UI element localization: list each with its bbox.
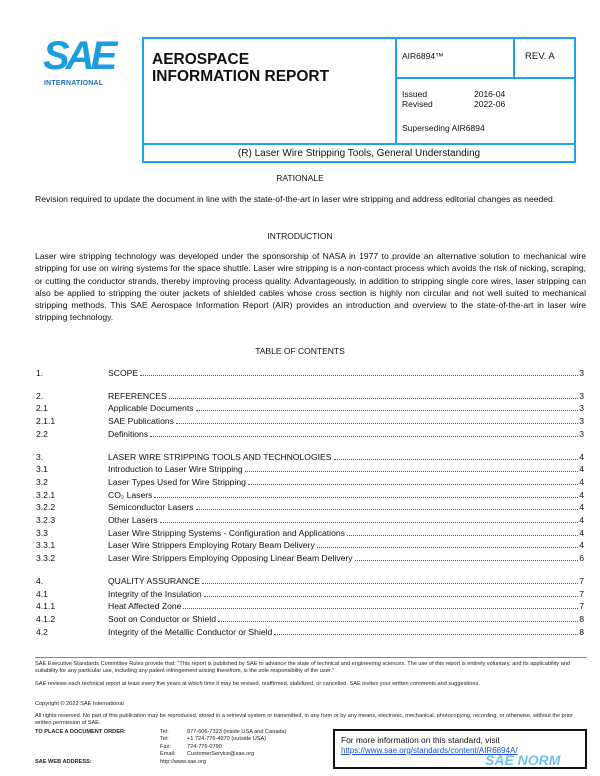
contact-label: Email: — [160, 751, 176, 758]
toc-title: Integrity of the Insulation — [108, 588, 202, 599]
toc-entry[interactable] — [36, 613, 584, 625]
toc-page: 3 — [579, 428, 584, 439]
rationale-text: Revision required to update the document in line with the state-of-the-art in laser wire stripping and address editorial changes as needed. — [35, 194, 556, 204]
toc-page: 4 — [579, 515, 584, 525]
toc-entry[interactable] — [36, 626, 584, 638]
toc-title: Soot on Conductor or Shield — [108, 613, 216, 624]
toc-page: 4 — [579, 451, 584, 462]
toc-title: Introduction to Laser Wire Stripping — [108, 464, 243, 475]
toc-number: 4. — [36, 575, 44, 586]
toc-entry[interactable] — [36, 415, 584, 427]
toc-number: 3.2.2 — [36, 502, 56, 513]
toc-entry[interactable] — [36, 539, 584, 551]
toc-leader-dots — [245, 463, 579, 472]
toc-title: SCOPE — [108, 368, 139, 378]
toc-leader-dots — [160, 514, 579, 523]
toc-leader-dots — [196, 402, 579, 411]
toc-entry[interactable] — [36, 451, 584, 463]
toc-title: Integrity of the Metallic Conductor or Shield — [108, 626, 273, 637]
toc-number: 3.1 — [36, 464, 48, 475]
toc-entry[interactable] — [36, 552, 584, 564]
toc-leader-dots — [355, 552, 579, 561]
toc-leader-dots — [274, 626, 578, 635]
toc-title: Laser Wire Strippers Employing Rotary Beam Delivery — [108, 540, 315, 551]
toc-number: 2.2 — [36, 428, 48, 439]
toc-title: Heat Affected Zone — [108, 601, 182, 612]
doc-type-line1: AEROSPACE — [152, 51, 250, 68]
toc-number: 2.1.1 — [36, 416, 56, 427]
toc-title: SAE Publications — [108, 416, 174, 427]
contact-label: Tel: — [160, 729, 169, 735]
toc-page: 8 — [579, 613, 584, 624]
toc-title: QUALITY ASSURANCE — [108, 575, 201, 586]
footer-divider — [35, 657, 587, 658]
toc-page: 7 — [579, 575, 584, 586]
contact-label: Tel: — [160, 736, 169, 743]
toc-title: Laser Types Used for Wire Stripping — [108, 476, 246, 487]
footer-rights: All rights reserved. No part of this publication may be reproduced, stored in a retrieval system or transmitted, in any form or by any means, electronic, mechanical, photocopying, recording, or otherwise, without the prior written permission of SAE. — [35, 713, 573, 727]
order-label: TO PLACE A DOCUMENT ORDER: — [35, 729, 126, 735]
info-text: For more information on this standard, visit — [341, 735, 500, 745]
toc-number: 1. — [36, 368, 44, 378]
logo-mark: SAE — [43, 34, 114, 78]
toc-leader-dots — [183, 600, 578, 609]
toc-page: 7 — [579, 588, 584, 599]
toc-page: 8 — [579, 626, 584, 637]
toc-number: 4.1.2 — [36, 613, 56, 624]
toc-page: 3 — [579, 403, 584, 414]
toc-page: 4 — [579, 540, 584, 551]
toc-entry[interactable] — [36, 463, 584, 475]
revision: REV. A — [515, 39, 574, 79]
toc-entry[interactable] — [36, 367, 584, 379]
toc-entry[interactable] — [36, 402, 584, 414]
introduction-text: Laser wire stripping technology was developed under the sponsorship of NASA in 1977 to provide an alternative solution to mechanical wire stripping for use on wiring systems for the space shuttle. Laser wire stripping is a non-contact process which avoids the risk of nicking, scraping, or cutting the conductor strands, thereby improving process quality. Advantageously, in addition to stripping single core wires, laser stripping can also be applied to stripping the outer jackets of shielded cables whose cross section is highly non circular and not well suited to mechanical stripping methods. This SAE Aerospace Information Report (AIR) provides an introduction and overview to the state-of-the-art in laser wire stripping technology. — [35, 251, 586, 323]
toc-leader-dots — [317, 539, 578, 548]
toc-page: 3 — [579, 390, 584, 401]
toc-leader-dots — [196, 501, 579, 510]
doc-type-line2: INFORMATION REPORT — [152, 68, 330, 85]
toc-heading: TABLE OF CONTENTS — [255, 346, 345, 356]
toc-page: 4 — [579, 476, 584, 487]
toc-number: 3.2.3 — [36, 515, 56, 525]
toc-leader-dots — [154, 489, 578, 498]
toc-entry[interactable] — [36, 600, 584, 612]
toc-page: 3 — [579, 416, 584, 427]
standard-link[interactable]: https://www.sae.org/standards/content/AIR6894A/ — [341, 746, 518, 755]
logo-subtext: INTERNATIONAL — [44, 80, 104, 87]
toc-title: CO₂ Lasers — [108, 489, 153, 500]
toc-page: 4 — [579, 489, 584, 500]
toc-entry[interactable] — [36, 527, 584, 539]
sae-logo — [40, 36, 120, 88]
toc-number: 3.2 — [36, 476, 48, 487]
toc-number: 3. — [36, 451, 44, 462]
rationale-heading: RATIONALE — [276, 173, 324, 183]
toc-number: 3.3.1 — [36, 540, 56, 551]
superseding: Superseding AIR6894 — [402, 123, 485, 133]
toc-leader-dots — [202, 575, 578, 584]
contact-value[interactable]: CustomerService@sae.org — [187, 751, 255, 758]
contact-value: +1 724-776-4970 (outside USA) — [187, 736, 267, 743]
toc-entry[interactable] — [36, 588, 584, 600]
toc-leader-dots — [150, 428, 578, 437]
toc-page: 6 — [579, 553, 584, 564]
toc-page: 4 — [579, 464, 584, 475]
revised-date: 2022-06 — [474, 99, 506, 109]
doc-title: (R) Laser Wire Stripping Tools, General Understanding — [144, 143, 574, 161]
document-header — [142, 37, 576, 163]
toc-number: 4.1 — [36, 588, 48, 599]
toc-page: 4 — [579, 527, 584, 538]
toc-number: 3.3.2 — [36, 553, 56, 564]
toc-entry[interactable] — [36, 575, 584, 587]
footer-rules: SAE Executive Standards Committee Rules provide that: "This report is published by SAE to advance the state of technical and engineering sciences. The use of this report is entirely voluntary, and its applicability and suitability for any particular use, including any patent infringement arising therefrom, is the sole responsibility of the user." — [35, 661, 571, 675]
issue-info — [397, 79, 574, 143]
toc-number: 2.1 — [36, 403, 48, 414]
toc-leader-dots — [248, 476, 578, 485]
toc-title: Definitions — [108, 428, 149, 439]
contact-label: Fax: — [160, 743, 171, 750]
toc-number: 3.3 — [36, 527, 48, 538]
toc-leader-dots — [334, 451, 579, 460]
toc-leader-dots — [204, 588, 579, 597]
web-label: SAE WEB ADDRESS: — [35, 759, 92, 765]
toc-leader-dots — [140, 367, 578, 376]
toc-page: 7 — [579, 601, 584, 612]
toc-leader-dots — [169, 390, 578, 399]
contact-value: 724-776-0790 — [187, 743, 222, 750]
toc-entry[interactable] — [36, 390, 584, 402]
footer-copyright: Copyright © 2022 SAE International — [35, 701, 124, 707]
toc-title: Applicable Documents — [108, 403, 194, 414]
toc-entry[interactable] — [36, 476, 584, 488]
toc-number: 4.1.1 — [36, 601, 56, 612]
doc-number: AIR6894™ — [397, 39, 515, 79]
toc-number: 3.2.1 — [36, 489, 56, 500]
toc-entry[interactable] — [36, 501, 584, 513]
contact-list — [160, 729, 330, 759]
revised-label: Revised — [402, 99, 433, 109]
doc-type-cell — [144, 39, 397, 143]
toc-title: Laser Wire Stripping Systems - Configuration and Applications — [108, 527, 345, 538]
footer-review: SAE reviews each technical report at least every five years at which time it may be revised, reaffirmed, stabilized, or cancelled. SAE invites your written comments and suggestions. — [35, 681, 480, 687]
toc-number: 4.2 — [36, 626, 48, 637]
toc-page: 3 — [579, 368, 584, 378]
toc-leader-dots — [176, 415, 578, 424]
contact-value: 877-606-7323 (inside USA and Canada) — [187, 729, 287, 735]
issued-date: 2016-04 — [474, 89, 506, 99]
toc-entry[interactable] — [36, 489, 584, 501]
toc-title: LASER WIRE STRIPPING TOOLS AND TECHNOLOGIES — [108, 451, 332, 462]
toc-title: REFERENCES — [108, 390, 167, 401]
toc-number: 2. — [36, 390, 44, 401]
toc-entry[interactable] — [36, 514, 584, 526]
toc-leader-dots — [347, 527, 578, 536]
toc-title: Semiconductor Lasers — [108, 502, 194, 513]
watermark: SAE NORM — [485, 752, 561, 768]
toc-title: Laser Wire Strippers Employing Opposing Linear Beam Delivery — [108, 553, 353, 564]
introduction-heading: INTRODUCTION — [267, 231, 333, 241]
web-address-link[interactable]: http://www.sae.org — [160, 759, 207, 765]
toc-page: 4 — [579, 502, 584, 513]
toc-entry[interactable] — [36, 428, 584, 440]
issued-label: Issued — [402, 89, 428, 99]
toc-leader-dots — [218, 613, 578, 622]
toc-title: Other Lasers — [108, 515, 158, 525]
